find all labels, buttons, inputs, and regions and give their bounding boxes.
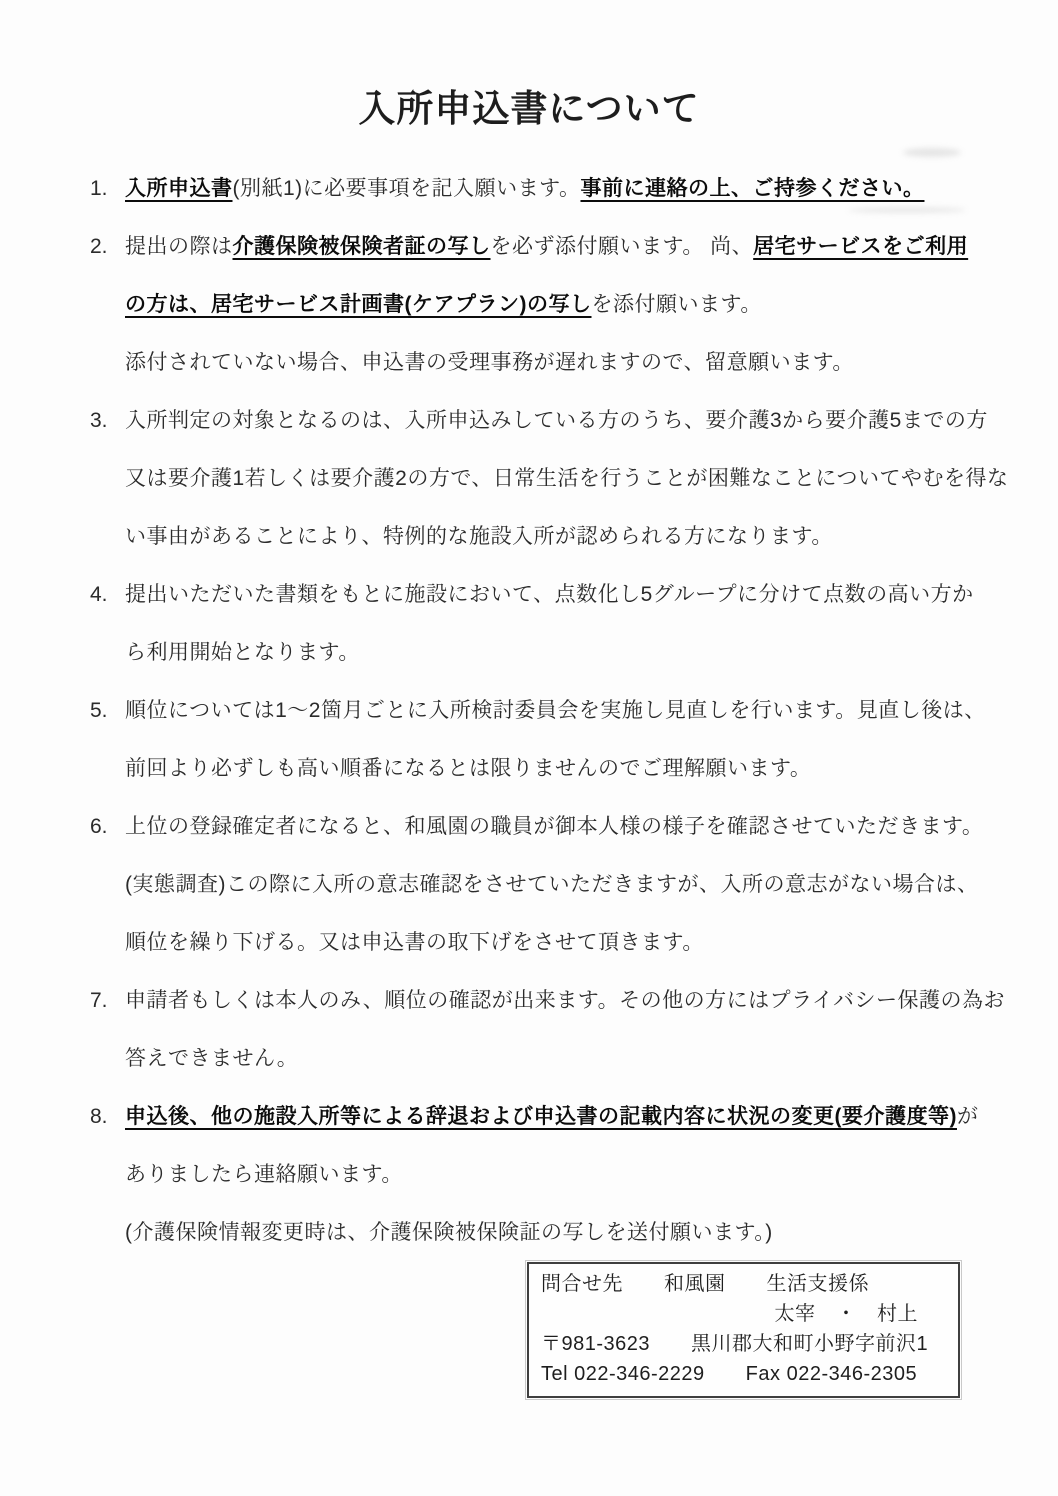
text-segment: い事由があることにより、特例的な施設入所が認められる方になります。 xyxy=(125,525,833,548)
item-line xyxy=(125,872,1058,897)
text-segment: 入所判定の対象となるのは、入所申込みしている方のうち、要介護3から要介護5までの方 xyxy=(125,409,988,432)
item-line xyxy=(125,176,1058,201)
emphasized-text-segment: 事前に連絡の上、ご持参ください。 xyxy=(580,177,925,200)
contact-address-line: 〒981-3623 黒川郡大和町小野字前沢1 xyxy=(541,1333,929,1355)
emphasized-text-segment: 入所申込書 xyxy=(125,177,233,200)
list-item-5 xyxy=(60,698,1058,781)
contact-persons-line: 太宰 ・ 村上 xyxy=(774,1303,918,1325)
emphasized-text-segment: 介護保険被保険者証の写し xyxy=(232,235,491,258)
item-line xyxy=(125,292,1058,317)
item-line xyxy=(125,814,1058,839)
list-item-2 xyxy=(60,234,1058,375)
emphasized-text-segment: 申込後、他の施設入所等による辞退および申込書の記載内容に状況の変更(要介護度等) xyxy=(125,1105,957,1128)
list-item-7 xyxy=(60,988,1058,1071)
text-segment: 添付されていない場合、申込書の受理事務が遅れますので、留意願います。 xyxy=(125,351,854,374)
item-number: 2. xyxy=(90,235,108,258)
item-line xyxy=(125,756,1058,781)
contact-phone-fax-line: Tel 022-346-2229 Fax 022-346-2305 xyxy=(541,1363,918,1385)
list-item-4 xyxy=(60,582,1058,665)
item-number: 6. xyxy=(90,815,108,838)
item-line xyxy=(125,988,1058,1013)
item-line xyxy=(125,234,1058,259)
emphasized-text-segment: の方は、居宅サービス計画書(ケアプラン)の写し xyxy=(125,293,592,316)
scan-smudge-artifact xyxy=(848,207,966,213)
item-line xyxy=(125,930,1058,955)
list-item-3 xyxy=(60,408,1058,549)
item-line xyxy=(125,640,1058,665)
text-segment: 提出の際は xyxy=(125,235,233,258)
item-line xyxy=(125,1046,1058,1071)
contact-office-line: 問合せ先 和風園 生活支援係 xyxy=(541,1273,869,1295)
text-segment: 上位の登録確定者になると、和風園の職員が御本人様の様子を確認させていただきます。 xyxy=(125,815,984,838)
emphasized-text-segment: 居宅サービスをご利用 xyxy=(753,235,969,258)
item-number: 5. xyxy=(90,699,108,722)
text-segment: (実態調査)この際に入所の意志確認をさせていただきますが、入所の意志がない場合は、 xyxy=(125,873,979,896)
text-segment: 又は要介護1若しくは要介護2の方で、日常生活を行うことが困難なことについてやむを得な xyxy=(125,467,1009,490)
text-segment: (介護保険情報変更時は、介護保険被保険証の写しを送付願います。) xyxy=(125,1221,773,1244)
item-line xyxy=(125,1104,1058,1129)
list-item-8 xyxy=(60,1104,1058,1245)
text-segment: 申請者もしくは本人のみ、順位の確認が出来ます。その他の方にはプライバシー保護の為お xyxy=(125,989,1006,1012)
text-segment: ら利用開始となります。 xyxy=(125,641,360,664)
text-segment: 提出いただいた書類をもとに施設において、点数化し5グループに分けて点数の高い方か xyxy=(125,583,974,606)
item-number: 3. xyxy=(90,409,108,432)
text-segment: が xyxy=(956,1105,979,1128)
list-item-1 xyxy=(60,176,1058,201)
text-segment: ありましたら連絡願います。 xyxy=(125,1163,403,1186)
item-number: 1. xyxy=(90,177,108,200)
text-segment: 順位については1～2箇月ごとに入所検討委員会を実施し見直しを行います。見直し後は、 xyxy=(125,699,986,722)
item-line xyxy=(125,698,1058,723)
item-number: 4. xyxy=(90,583,108,606)
text-segment: 前回より必ずしも高い順番になるとは限りませんのでご理解願います。 xyxy=(125,757,812,780)
item-number: 8. xyxy=(90,1105,108,1128)
contact-info-box xyxy=(527,1262,960,1398)
item-line xyxy=(125,466,1058,491)
item-line xyxy=(125,408,1058,433)
text-segment: 順位を繰り下げる。又は申込書の取下げをさせて頂きます。 xyxy=(125,931,704,954)
item-line xyxy=(125,350,1058,375)
item-line xyxy=(125,1220,1058,1245)
item-line xyxy=(125,582,1058,607)
text-segment: 答えできません。 xyxy=(125,1047,299,1070)
scan-smudge-artifact xyxy=(903,148,961,157)
text-segment: を添付願います。 xyxy=(591,293,762,316)
item-number: 7. xyxy=(90,989,108,1012)
page-title: 入所申込書について xyxy=(358,88,700,129)
items-list xyxy=(60,176,1058,1245)
text-segment: (別紙1)に必要事項を記入願います。 xyxy=(232,177,581,200)
item-line xyxy=(125,1162,1058,1187)
list-item-6 xyxy=(60,814,1058,955)
item-line xyxy=(125,524,1058,549)
text-segment: を必ず添付願います。 尚、 xyxy=(490,235,754,258)
